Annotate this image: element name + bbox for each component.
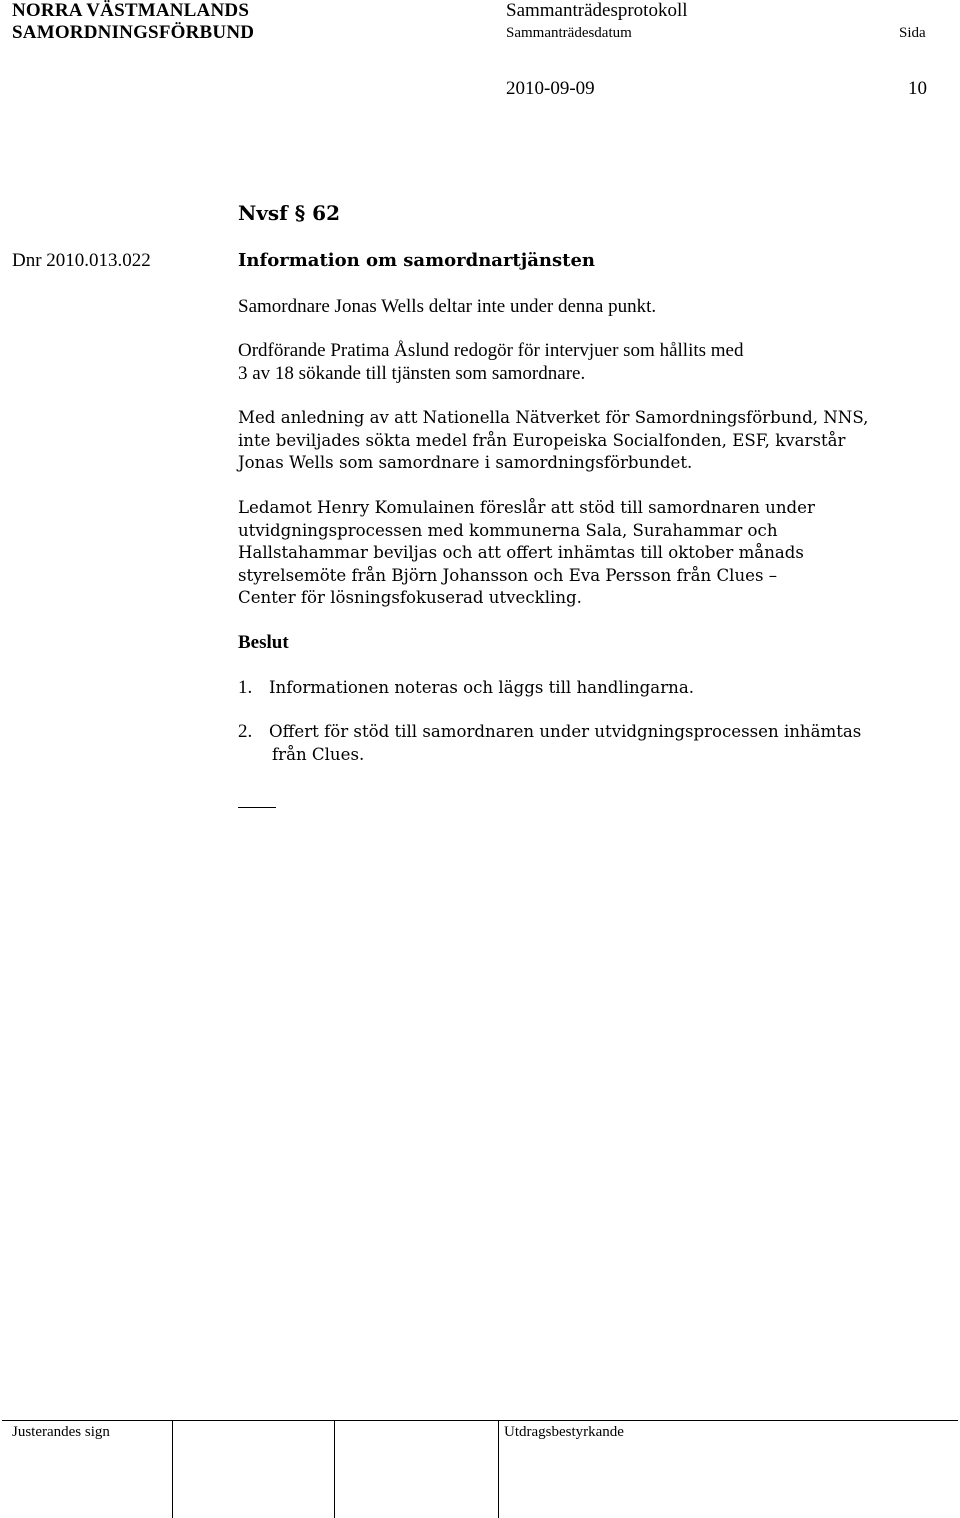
paragraph-line: Samordnare Jonas Wells deltar inte under denna punkt. (238, 296, 657, 317)
section-heading: Nvsf § 62 (238, 201, 340, 225)
meeting-date: 2010-09-09 (506, 78, 595, 99)
organization-name-line2: SAMORDNINGSFÖRBUND (12, 22, 255, 43)
paragraph-funding (238, 407, 868, 475)
decision-line: Informationen noteras och läggs till handlingarna. (269, 678, 694, 697)
organization-name-line1: NORRA VÄSTMANLANDS (12, 0, 250, 21)
decision-item-number: 2. (238, 721, 253, 742)
paragraph-line: Ordförande Pratima Åslund redogör för intervjuer som hållits med (238, 340, 744, 361)
decision-item-text (269, 721, 861, 766)
decision-line: Offert för stöd till samordnaren under utvidgningsprocessen inhämtas (269, 722, 862, 741)
document-type: Sammanträdesprotokoll (506, 0, 688, 21)
signature-label: Justerandes sign (12, 1424, 110, 1440)
page-label: Sida (899, 25, 926, 41)
paragraph-line: Med anledning av att Nationella Nätverket för Samordningsförbund, NNS, (238, 408, 869, 427)
paragraph-line: Center för lösningsfokuserad utveckling. (238, 588, 582, 607)
end-of-section-rule (238, 807, 276, 808)
decision-item-text (269, 677, 694, 700)
paragraph-line: styrelsemöte från Björn Johansson och Eva Persson från Clues – (238, 565, 778, 585)
signature-cell-divider (172, 1421, 173, 1518)
paragraph-line: Ledamot Henry Komulainen föreslår att stöd till samordnaren under (238, 498, 815, 517)
decision-item-number: 1. (238, 677, 253, 698)
signature-cell-divider (498, 1421, 499, 1518)
paragraph-absence (238, 296, 656, 319)
paragraph-proposal (238, 497, 815, 610)
signature-table (2, 1420, 958, 1518)
paragraph-interviews (238, 340, 744, 385)
registration-number: Dnr 2010.013.022 (12, 250, 151, 271)
excerpt-certification-label: Utdragsbestyrkande (504, 1424, 624, 1440)
paragraph-line: Jonas Wells som samordnare i samordningsförbundet. (238, 453, 693, 472)
paragraph-line: 3 av 18 sökande till tjänsten som samordnare. (238, 362, 586, 384)
paragraph-line: inte beviljades sökta medel från Europeiska Socialfonden, ESF, kvarstår (238, 430, 846, 450)
paragraph-line: Hallstahammar beviljas och att offert inhämtas till oktober månads (238, 543, 804, 562)
page-number: 10 (908, 78, 927, 99)
agenda-item-title: Information om samordnartjänsten (238, 250, 595, 271)
meeting-date-label: Sammanträdesdatum (506, 25, 632, 41)
signature-cell-divider (334, 1421, 335, 1518)
decision-line: från Clues. (272, 744, 365, 764)
paragraph-line: utvidgningsprocessen med kommunerna Sala, Surahammar och (238, 520, 778, 540)
decision-heading: Beslut (238, 632, 289, 653)
